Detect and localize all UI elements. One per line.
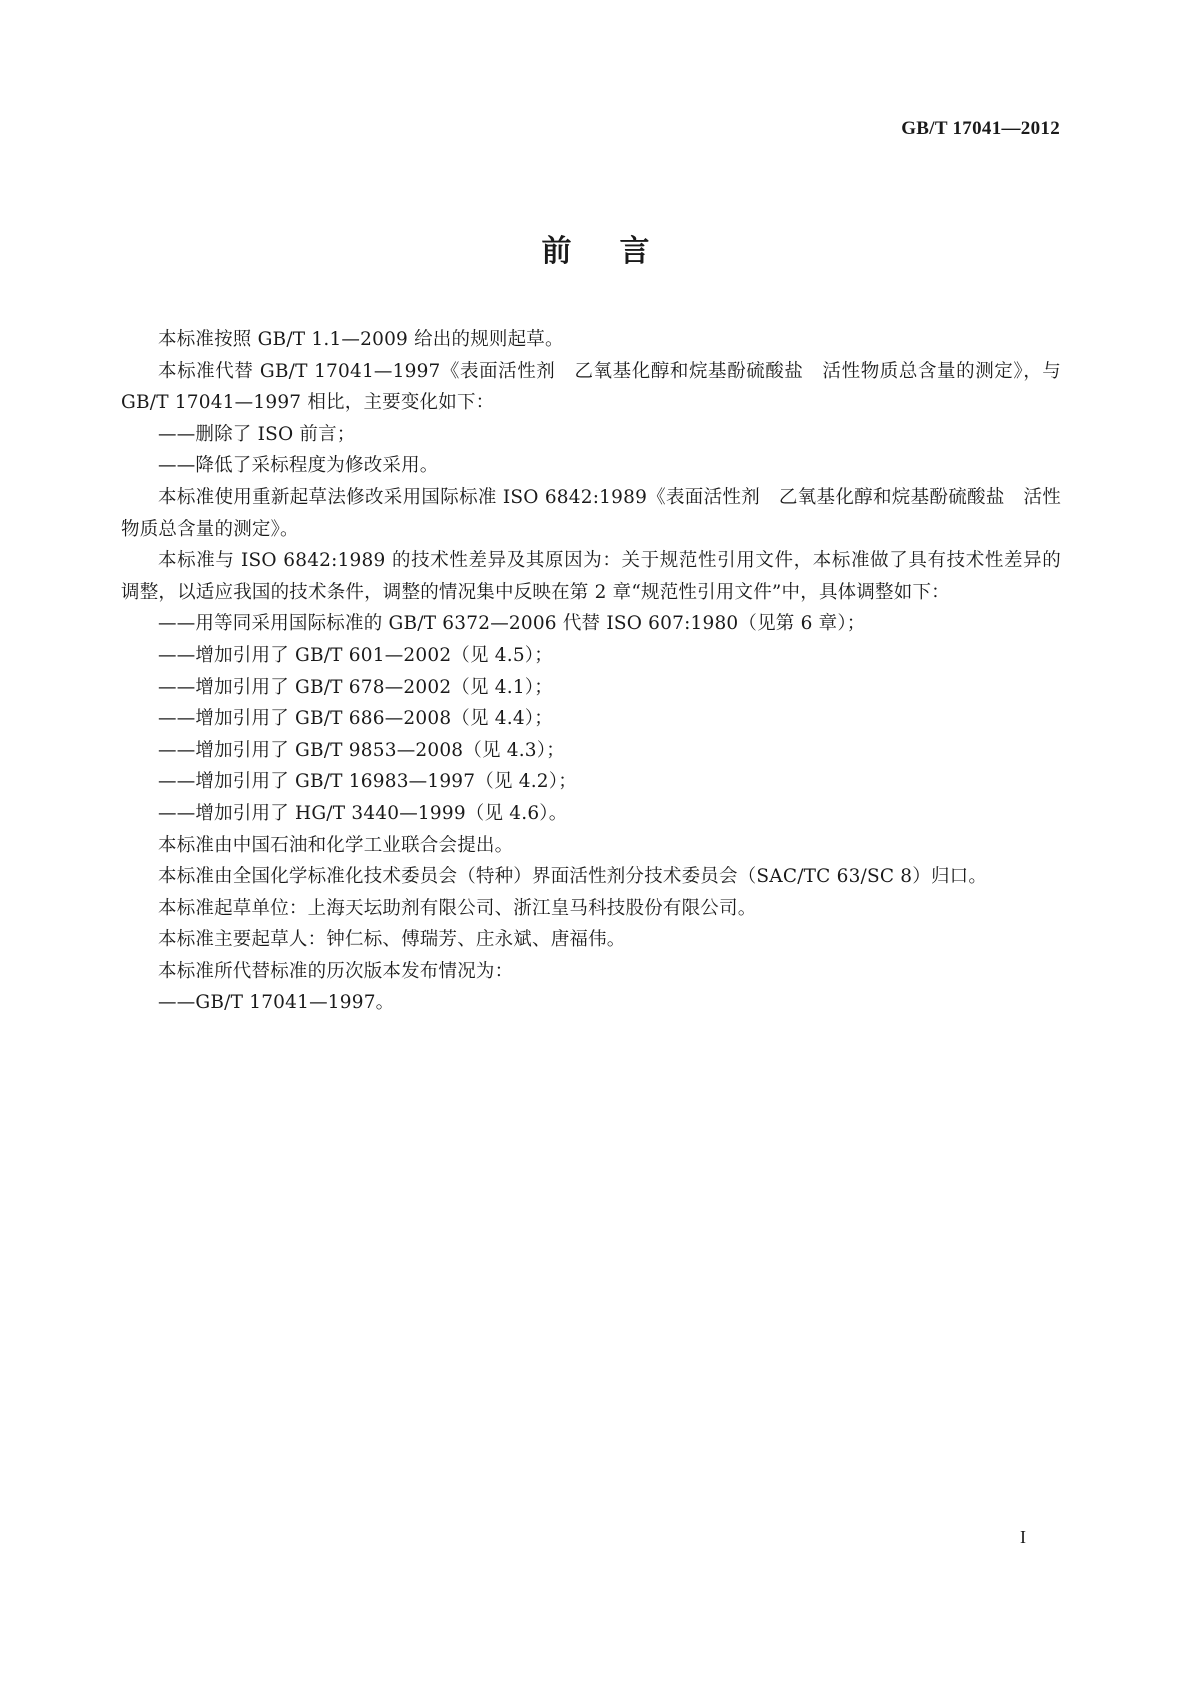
paragraph-drafters: 本标准主要起草人：钟仁标、傅瑞芳、庄永斌、唐福伟。 [158,929,626,951]
paragraph-previous-editions: 本标准所代替标准的历次版本发布情况为： [158,960,514,982]
difference-item: ——增加引用了 GB/T 686—2008（见 4.4）； [158,708,553,730]
paragraph-drafting-rules: 本标准按照 GB/T 1.1—2009 给出的规则起草。 [158,329,564,350]
standard-code: GB/T 17041—2012 [901,118,1060,139]
paragraph-adoption: 本标准使用重新起草法修改采用国际标准 ISO 6842:1989《表面活性剂 乙氧基化醇和烷基酚硫酸盐 活性物质总含量的测定》。 [121,486,1061,540]
paragraph-committee: 本标准由全国化学标准化技术委员会（特种）界面活性剂分技术委员会（SAC/TC 63/SC 8）归口。 [158,866,988,888]
change-item: ——删除了 ISO 前言； [158,423,356,445]
previous-edition-item: ——GB/T 17041—1997。 [158,992,395,1014]
difference-item: ——增加引用了 GB/T 16983—1997（见 4.2）； [158,771,577,793]
foreword-body [121,324,1061,1019]
paragraph-replaces: 本标准代替 GB/T 17041—1997《表面活性剂 乙氧基化醇和烷基酚硫酸盐 活性物质总含量的测定》，与 GB/T 17041—1997 相比，主要变化如下： [121,360,1061,414]
difference-item: ——增加引用了 GB/T 678—2002（见 4.1）； [158,676,553,698]
change-item: ——降低了采标程度为修改采用。 [158,455,439,477]
paragraph-differences: 本标准与 ISO 6842:1989 的技术性差异及其原因为：关于规范性引用文件，本标准做了具有技术性差异的调整，以适应我国的技术条件，调整的情况集中反映在第 2 章“规范性引用文件”中，具体调整如下： [121,550,1061,603]
difference-item: ——用等同采用国际标准的 GB/T 6372—2006 代替 ISO 607:1980（见第 6 章）； [158,613,866,635]
difference-item: ——增加引用了 HG/T 3440—1999（见 4.6）。 [158,802,568,824]
page-title: 前言 [541,234,698,269]
difference-item: ——增加引用了 GB/T 601—2002（见 4.5）； [158,644,553,666]
difference-item: ——增加引用了 GB/T 9853—2008（见 4.3）； [158,739,565,761]
paragraph-drafting-units: 本标准起草单位：上海天坛助剂有限公司、浙江皇马科技股份有限公司。 [158,897,757,919]
page-number: I [1020,1527,1026,1547]
paragraph-proposer: 本标准由中国石油和化学工业联合会提出。 [158,834,514,856]
